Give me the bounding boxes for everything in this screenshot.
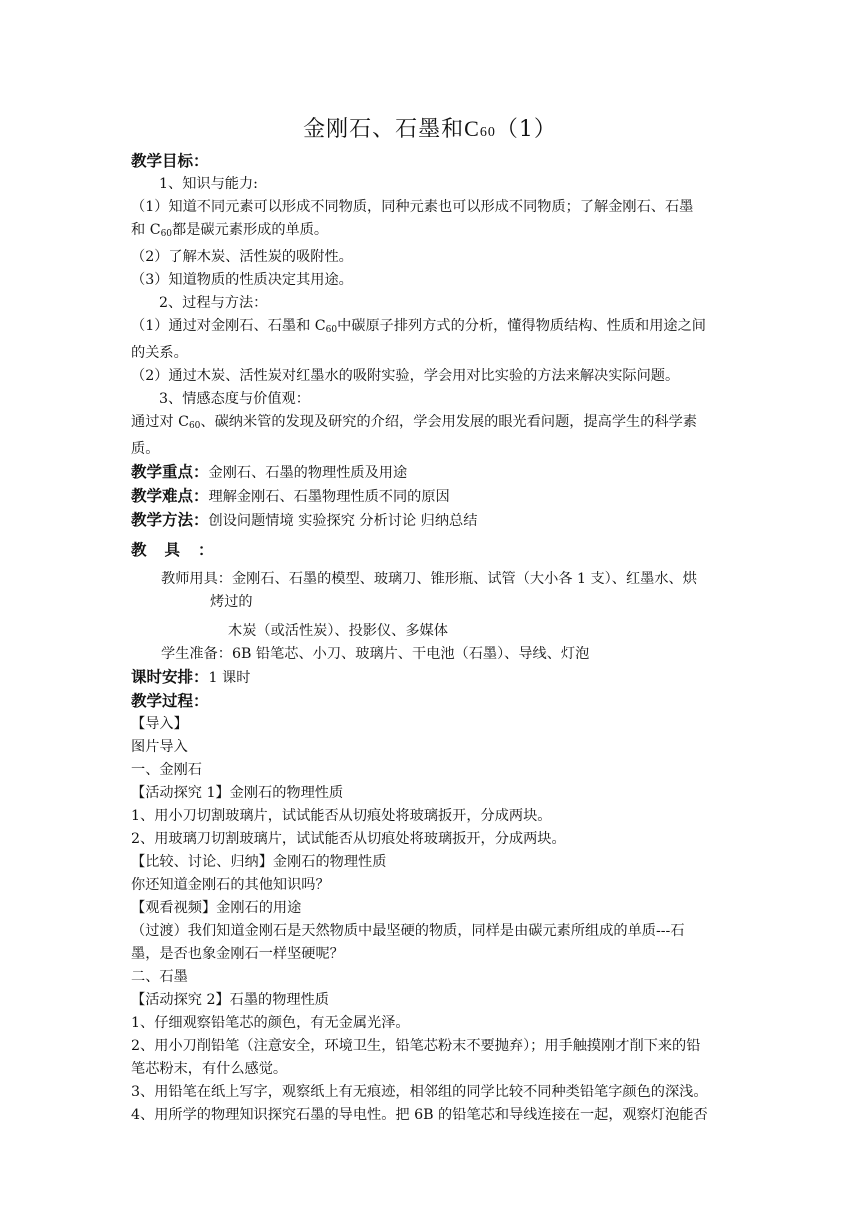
tools-teacher-line1: 教师用具：金刚石、石墨的模型、玻璃刀、锥形瓶、试管（大小各 1 支）、红墨水、烘 <box>161 571 697 587</box>
document-body <box>131 150 731 1127</box>
goal-k1-tail: 都是碳元素形成的单质。 <box>172 222 329 238</box>
process-line: 【导入】 <box>131 716 188 732</box>
title-main: 金刚石、石墨和 <box>303 117 465 142</box>
process-line: 【比较、讨论、归纳】金刚石的物理性质 <box>131 854 387 870</box>
process-line: 1、仔细观察铅笔芯的颜色，有无金属光泽。 <box>131 1015 410 1031</box>
process-line: 1、用小刀切割玻璃片，试试能否从切痕处将玻璃扳开，分成两块。 <box>131 808 552 824</box>
goal-p1-line2: 的关系。 <box>131 345 188 361</box>
process-line: 墨，是否也象金刚石一样坚硬呢？ <box>131 946 344 962</box>
goal-p1-prefix: （1）通过对金刚石、石墨和 C <box>131 318 326 334</box>
goal-e1-prefix: 通过对 C <box>131 414 189 430</box>
goal-e1-subscript: 60 <box>188 421 201 431</box>
process-line: 【活动探究 2】石墨的物理性质 <box>131 992 329 1008</box>
key-point <box>131 461 731 485</box>
schedule <box>131 666 731 690</box>
knowledge-heading: 1、知识与能力: <box>159 176 258 192</box>
process-method-heading: 2、过程与方法： <box>159 295 268 311</box>
process-line: 2、用玻璃刀切割玻璃片，试试能否从切痕处将玻璃扳开，分成两块。 <box>131 831 566 847</box>
process-line: （过渡）我们知道金刚石是天然物质中最坚硬的物质，同样是由碳元素所组成的单质---石 <box>131 923 685 939</box>
document-title <box>0 112 860 143</box>
goal-k1-line2 <box>131 219 731 246</box>
process-line: 【活动探究 1】金刚石的物理性质 <box>131 785 344 801</box>
schedule-label: 课时安排： <box>131 668 209 686</box>
goals-heading: 教学目标： <box>131 152 209 170</box>
title-tail: （1） <box>495 117 557 142</box>
process-line: 你还知道金刚石的其他知识吗？ <box>131 877 330 893</box>
schedule-text: 1 课时 <box>208 670 251 686</box>
goal-k1-line1: （1）知道不同元素可以形成不同物质，同种元素也可以形成不同物质；了解金刚石、石墨 <box>131 199 694 215</box>
difficulty <box>131 485 731 509</box>
method-label: 教学方法： <box>131 511 209 529</box>
process-line: 2、用小刀削铅笔（注意安全，环境卫生，铅笔芯粉末不要抛弃）；用手触摸刚才削下来的铅 <box>131 1038 701 1054</box>
difficulty-label: 教学难点： <box>131 487 209 505</box>
goal-p1-tail: 中碳原子排列方式的分析，懂得物质结构、性质和用途之间 <box>337 318 706 334</box>
goal-k3: （3）知道物质的性质决定其用途。 <box>131 272 353 288</box>
goal-e1-line1 <box>131 411 731 438</box>
process-line: 4、用所学的物理知识探究石墨的导电性。把 6B 的铅笔芯和导线连接在一起，观察灯泡能否 <box>131 1107 708 1123</box>
process-line: 图片导入 <box>131 739 188 755</box>
title-c: C <box>464 116 480 141</box>
process-heading: 教学过程： <box>131 692 209 710</box>
process-line: 一、金刚石 <box>131 762 202 778</box>
goal-p2: （2）通过木炭、活性炭对红墨水的吸附实验，学会用对比实验的方法来解决实际问题。 <box>131 368 680 384</box>
title-subscript: 60 <box>479 125 496 140</box>
method-text: 创设问题情境 实验探究 分析讨论 归纳总结 <box>208 513 478 529</box>
key-point-text: 金刚石、石墨的物理性质及用途 <box>208 465 408 481</box>
tools-teacher-line2: 烤过的 <box>210 594 253 610</box>
process-line: 【观看视频】金刚石的用途 <box>131 900 302 916</box>
tools-teacher-line3: 木炭（或活性炭）、投影仪、多媒体 <box>228 623 448 639</box>
method <box>131 509 731 533</box>
goal-p1-subscript: 60 <box>325 325 338 335</box>
goal-k2: （2）了解木炭、活性炭的吸附性。 <box>131 249 353 265</box>
goal-p1-line1 <box>131 315 731 342</box>
emotion-heading: 3、情感态度与价值观： <box>159 391 310 407</box>
goal-k1-subscript: 60 <box>160 229 173 239</box>
goal-e1-tail: 、碳纳米管的发现及研究的介绍，学会用发展的眼光看问题，提高学生的科学素 <box>200 414 697 430</box>
difficulty-text: 理解金刚石、石墨物理性质不同的原因 <box>208 489 450 505</box>
process-line: 3、用铅笔在纸上写字，观察纸上有无痕迹，相邻组的同学比较不同种类铅笔字颜色的深浅。 <box>131 1084 708 1100</box>
process-line: 二、石墨 <box>131 969 188 985</box>
tools-label: 教具： <box>131 541 232 559</box>
goal-k1-prefix: 和 C <box>131 222 161 238</box>
key-point-label: 教学重点： <box>131 463 209 481</box>
goal-e1-line2: 质。 <box>131 441 160 457</box>
tools-student: 学生准备：6B 铅笔芯、小刀、玻璃片、干电池（石墨）、导线、灯泡 <box>161 646 590 662</box>
process-line: 笔芯粉末，有什么感觉。 <box>131 1061 288 1077</box>
